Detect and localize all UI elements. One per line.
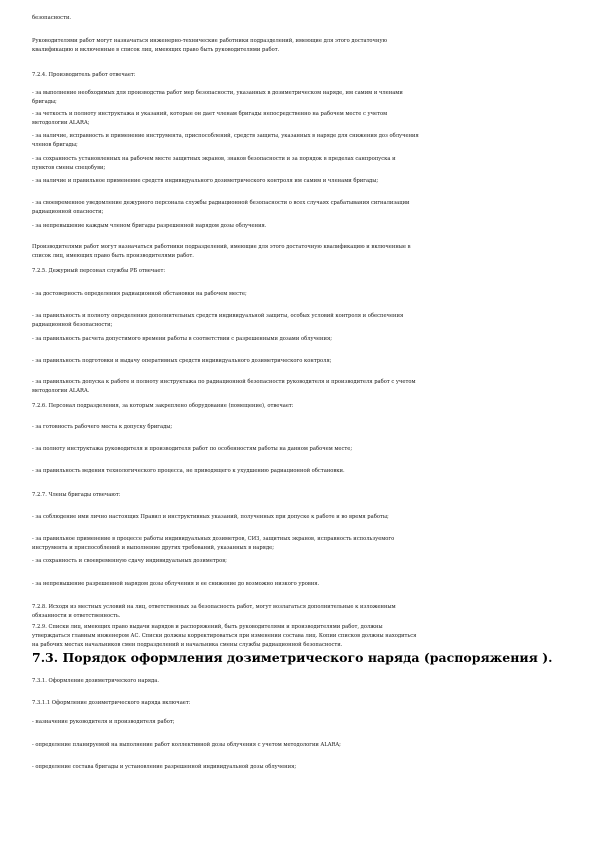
paragraph: - за полноту инструктажа руководителя и производителя работ по особенностям работы на данном рабочем месте; [32, 446, 353, 452]
paragraph: - за наличие и правильное применение средств индивидуального дозиметрического контроля им самим и членами бригады; [32, 178, 379, 184]
section-heading: 7.3. Порядок оформления дозиметрического наряда (распоряжения ). [32, 650, 553, 665]
paragraph: 7.2.4. Производитель работ отвечает: [32, 72, 136, 78]
paragraph: - за готовность рабочего места к допуску бригады; [32, 424, 173, 430]
paragraph: безопасности. [32, 15, 72, 21]
paragraph: - за правильность ведения технологического процесса, не приводящего к ухудшению радиационной обстановки. [32, 468, 345, 474]
paragraph: 7.2.5. Дежурный персонал службы РБ отвечает: [32, 268, 166, 274]
paragraph: - за непревышение каждым членом бригады разрешенной нарядом дозы облучения. [32, 223, 267, 229]
paragraph: - за сохранность и своевременную сдачу индивидуальных дозиметров; [32, 558, 227, 564]
paragraph: - за достоверность определения радиационной обстановки на рабочем месте; [32, 291, 247, 297]
paragraph: 7.3.1.1 Оформление дозиметрического наряда включает: [32, 700, 191, 706]
paragraph: - за сохранность установленных на рабочем месте защитных экранов, знаков безопасности и за порядок в пределах санпропуска и пунктов смены спецобуви; [32, 156, 396, 171]
paragraph: - определение планируемой на выполнение работ коллективной дозы облучения с учетом методологии ALARA; [32, 742, 341, 748]
paragraph: - за соблюдение ими лично настоящих Правил и инструктивных указаний, полученных при допуске к работе и во время работы; [32, 514, 389, 520]
paragraph: - назначение руководителя и производителя работ; [32, 719, 175, 725]
paragraph: - за правильность подготовки и выдачу оперативных средств индивидуального дозиметрического контроля; [32, 358, 332, 364]
paragraph: 7.2.6. Персонал подразделения, за которым закреплено оборудование (помещение), отвечает: [32, 403, 294, 409]
paragraph: - за своевременное уведомление дежурного персонала службы радиационной безопасности о всех случаях срабатывания сигнализации радиационной опасности; [32, 200, 410, 215]
paragraph: 7.3.1. Оформление дозиметрического наряда. [32, 678, 159, 684]
paragraph: - за правильное применение в процессе работы индивидуальных дозиметров, СИЗ, защитных экранов, исправность используемого инструмента и приспособлений и выполнение других требований, указанных в наряде; [32, 536, 395, 551]
paragraph: 7.2.7. Члены бригады отвечают: [32, 492, 121, 498]
paragraph: - за четкость и полноту инструктажа и указаний, которые он дает членам бригады непосредственно на рабочем месте с учетом методологии ALARA; [32, 111, 388, 126]
paragraph: Производителями работ могут назначаться работники подразделений, имеющие для этого достаточную квалификацию и включенные в список лиц, имеющих право быть производителями работ. [32, 244, 411, 259]
paragraph: - определение состава бригады и установление разрешенной индивидуальной дозы облучения; [32, 764, 297, 770]
paragraph: - за наличие, исправность и применение инструмента, приспособлений, средств защиты, указанных в наряде для снижения доз облучения членов бригады; [32, 133, 419, 148]
paragraph: - за выполнение необходимых для производства работ мер безопасности, указанных в дозиметрическом наряде, им самим и членами бригады; [32, 90, 403, 105]
paragraph: Руководителями работ могут назначаться инженерно-технические работники подразделений, имеющие для этого достаточную квалификацию и включенные в список лиц, имеющих право быть руководителями работ. [32, 38, 388, 53]
paragraph: - за правильность допуска к работе и полноту инструктажа по радиационной безопасности руководителя и производителя работ с учетом методологии ALARA. [32, 379, 416, 394]
paragraph: - за непревышение разрешенной нарядом дозы облучения и ее снижение до возможно низкого уровня. [32, 581, 320, 587]
paragraph: 7.2.8. Исходя из местных условий на лиц, ответственных за безопасность работ, могут возлагаться дополнительные к изложенным обязанности и ответственность. [32, 604, 396, 619]
paragraph: 7.2.9. Списки лиц, имеющих право выдачи нарядов и распоряжений, быть руководителями и производителями работ, должны утверждаться главным инженером АС. Списки должны корректироваться при изменении состава лиц. Копии списков должны находиться на рабочих местах начальников смен подразделений и начальника смены службы радиационной безопасности. [32, 624, 417, 648]
paragraph: - за правильность расчета допустимого времени работы в соответствии с разрешенными дозами облучения; [32, 336, 332, 342]
paragraph: - за правильность и полноту определения дополнительных средств индивидуальной защиты, особых условий контроля и обеспечения радиационной безопасности; [32, 313, 404, 328]
